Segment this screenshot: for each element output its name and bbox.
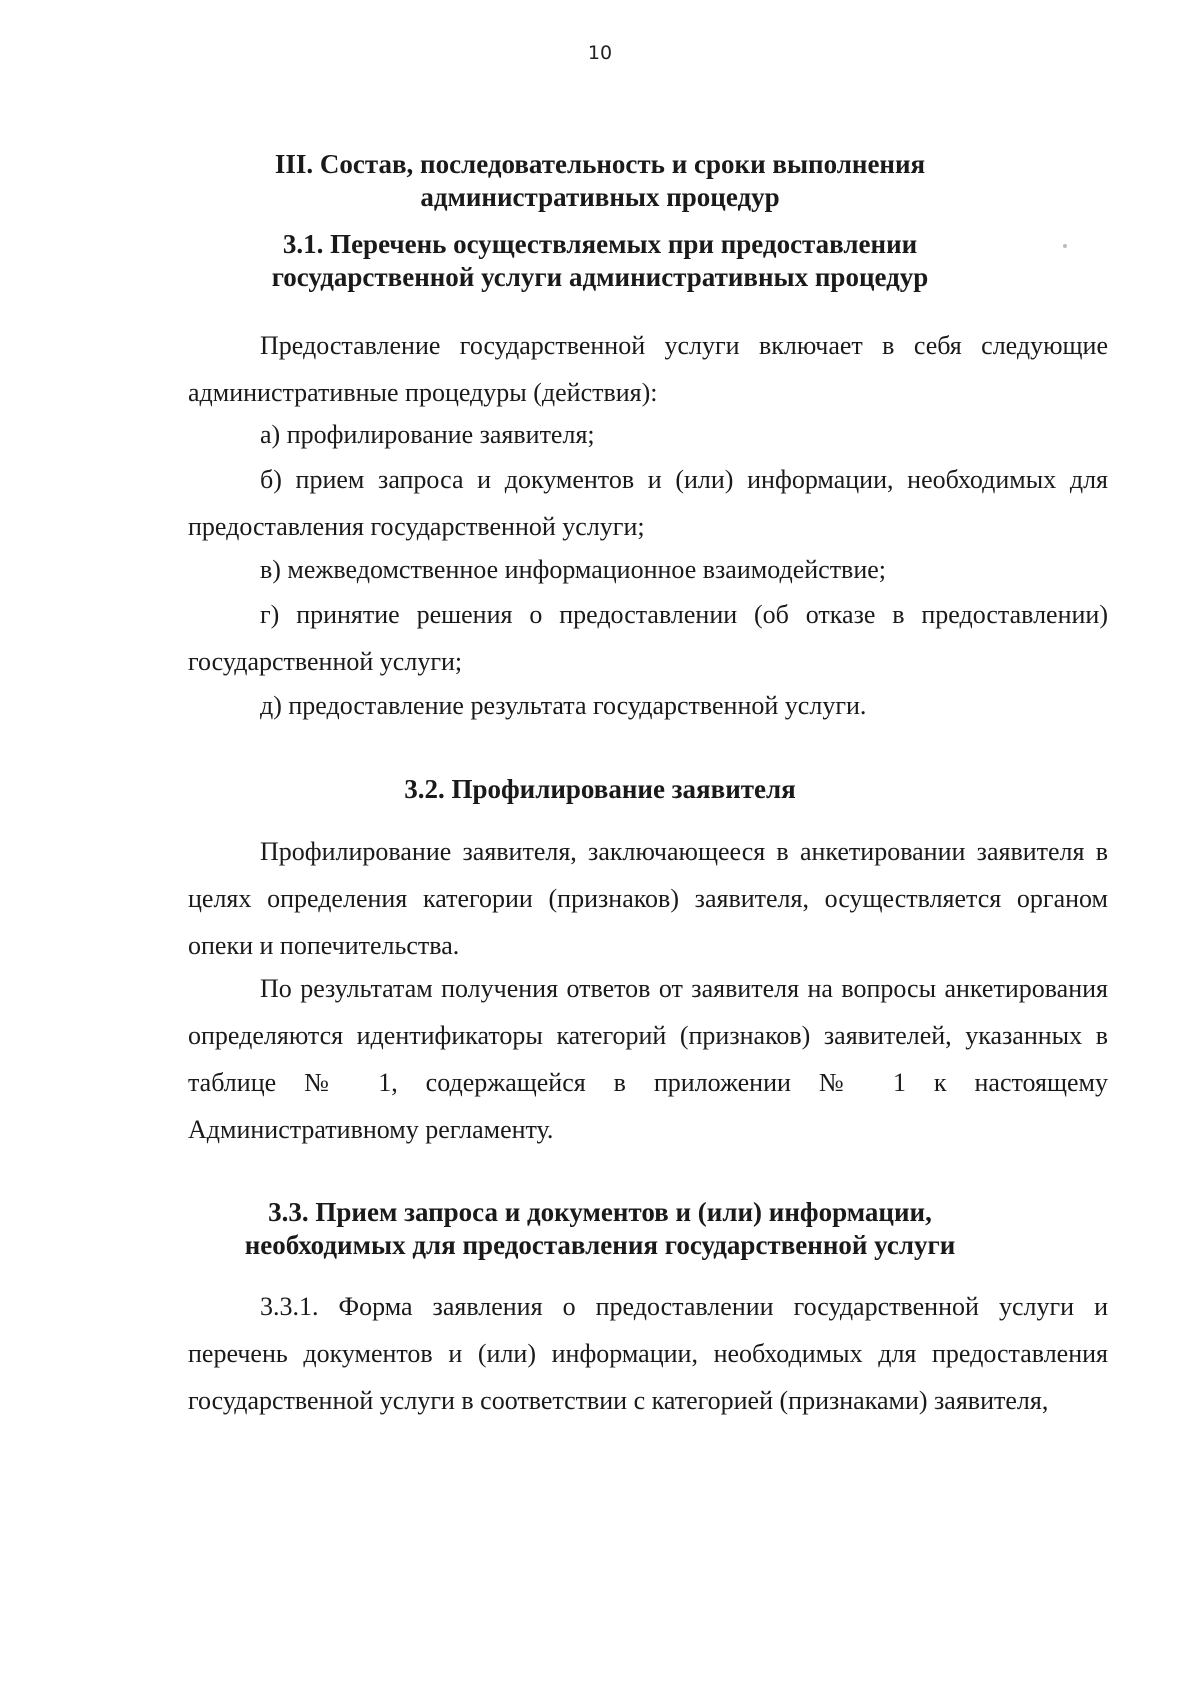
subsection-heading-3-3 xyxy=(0,1196,1200,1262)
page-number: 10 xyxy=(587,42,613,64)
section-heading-line: III. Состав, последовательность и сроки выполнения xyxy=(274,149,926,179)
list-item: г) принятие решения о предоставлении (об отказе в предоставлении) государственной услуги; xyxy=(188,600,1108,676)
paragraph: Профилирование заявителя, заключающееся в анкетировании заявителя в целях определения категории (признаков) заявителя, осуществляется органом опеки и попечительства. xyxy=(188,837,1108,960)
list-item: в) межведомственное информационное взаимодействие; xyxy=(260,555,887,584)
section-heading xyxy=(0,148,1200,214)
subsection-heading-3-2 xyxy=(0,773,1200,806)
intro-paragraph: Предоставление государственной услуги включает в себя следующие административные процедуры (действия): xyxy=(188,331,1108,407)
paragraph: 3.3.1. Форма заявления о предоставлении государственной услуги и перечень документов и (или) информации, необходимых для предоставления государственной услуги в соответствии с категорией (признаками) заявителя, xyxy=(188,1292,1108,1415)
subsection-heading-line: 3.2. Профилирование заявителя xyxy=(404,774,796,804)
subsection-heading-line: необходимых для предоставления государственной услуги xyxy=(244,1230,956,1260)
subsection-heading-line: 3.1. Перечень осуществляемых при предоставлении xyxy=(282,229,918,259)
list-item: а) профилирование заявителя; xyxy=(260,420,595,449)
subsection-heading-line: 3.3. Прием запроса и документов и (или) информации, xyxy=(268,1197,932,1227)
paragraph: По результатам получения ответов от заявителя на вопросы анкетирования определяются идентификаторы категорий (признаков) заявителей, указанных в таблице № 1, содержащейся в приложении № 1 к настоящему Административному регламенту. xyxy=(188,974,1108,1144)
subsection-heading-line: государственной услуги административных процедур xyxy=(271,262,929,292)
list-item: д) предоставление результата государственной услуги. xyxy=(260,691,867,720)
subsection-heading-3-1 xyxy=(0,228,1200,294)
section-heading-line: административных процедур xyxy=(420,182,780,212)
list-item: б) прием запроса и документов и (или) информации, необходимых для предоставления государственной услуги; xyxy=(188,465,1108,541)
